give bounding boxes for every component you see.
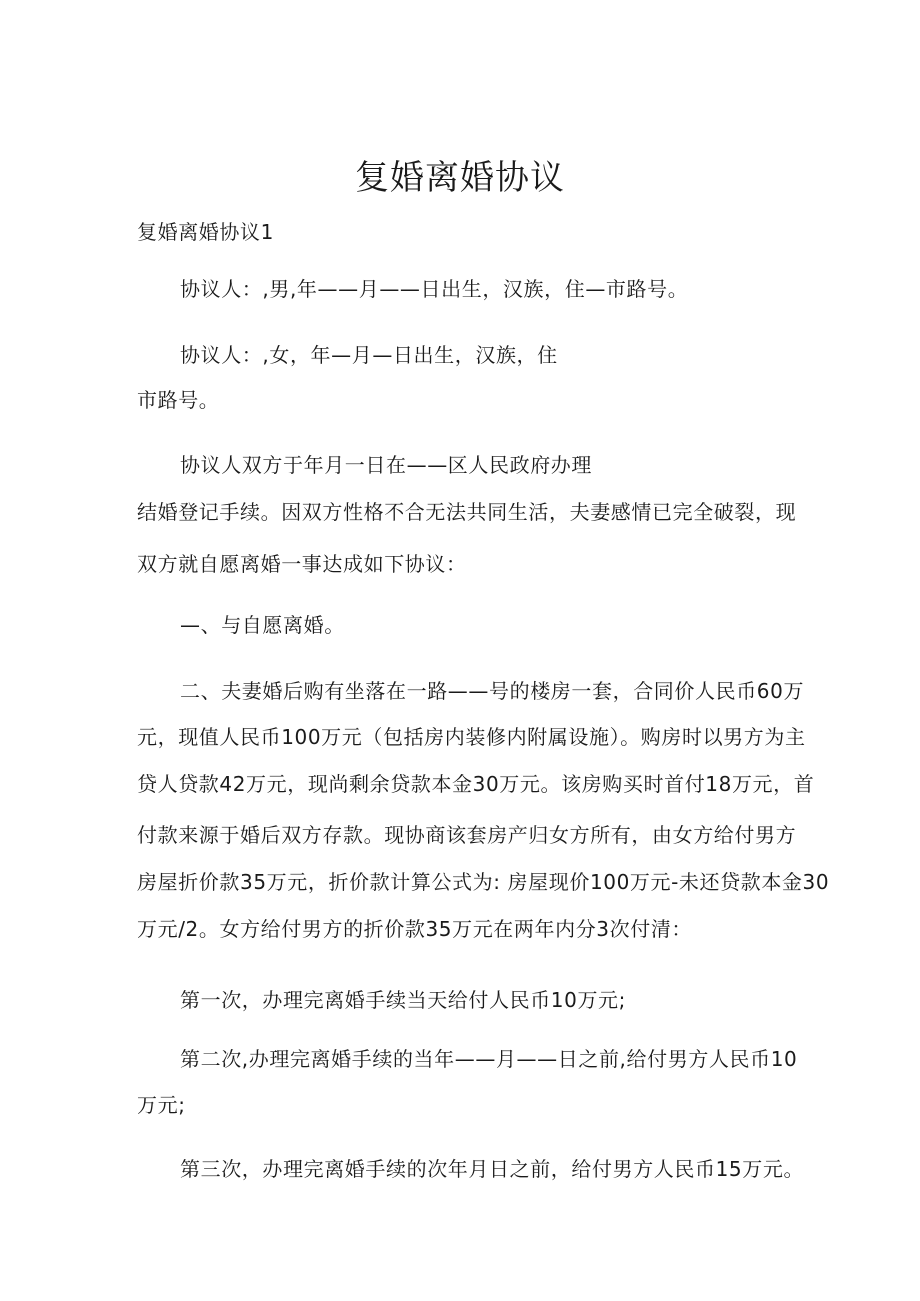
paragraph-line: 协议人：,男,年——月——日出生，汉族，住—市路号。 [180,277,689,301]
paragraph-line: 市路号。 [137,388,220,412]
paragraph-line: 结婚登记手续。因双方性格不合无法共同生活，夫妻感情已完全破裂，现 [137,500,797,524]
paragraph-line: 万元; [137,1093,186,1117]
paragraph-line: 房屋折价款35万元，折价款计算公式为: 房屋现价100万元-未还贷款本金30 [137,870,830,894]
paragraph-line: 第三次，办理完离婚手续的次年月日之前，给付男方人民币15万元。 [180,1157,805,1181]
paragraph-line: 付款来源于婚后双方存款。现协商该套房产归女方所有，由女方给付男方 [137,823,797,847]
paragraph-line: 双方就自愿离婚一事达成如下协议： [137,552,467,576]
document-subtitle: 复婚离婚协议1 [137,220,274,244]
paragraph-line: 协议人双方于年月一日在——区人民政府办理 [180,453,592,477]
paragraph-line: 第二次,办理完离婚手续的当年——月——日之前,给付男方人民币10 [180,1047,798,1071]
paragraph-line: —、与自愿离婚。 [180,613,345,637]
paragraph-line: 第一次，办理完离婚手续当天给付人民币10万元; [180,988,626,1012]
paragraph-line: 元，现值人民币100万元（包括房内装修内附属设施）。购房时以男方为主 [137,725,806,749]
paragraph-line: 万元/2。女方给付男方的折价款35万元在两年内分3次付清： [137,917,693,941]
paragraph-line: 协议人：,女，年—月—日出生，汉族，住 [180,343,558,367]
paragraph-line: 贷人贷款42万元，现尚剩余贷款本金30万元。该房购买时首付18万元，首 [137,772,815,796]
document-title: 复婚离婚协议 [355,158,565,198]
paragraph-line: 二、夫妻婚后购有坐落在一路——号的楼房一套，合同价人民币60万 [180,679,805,703]
